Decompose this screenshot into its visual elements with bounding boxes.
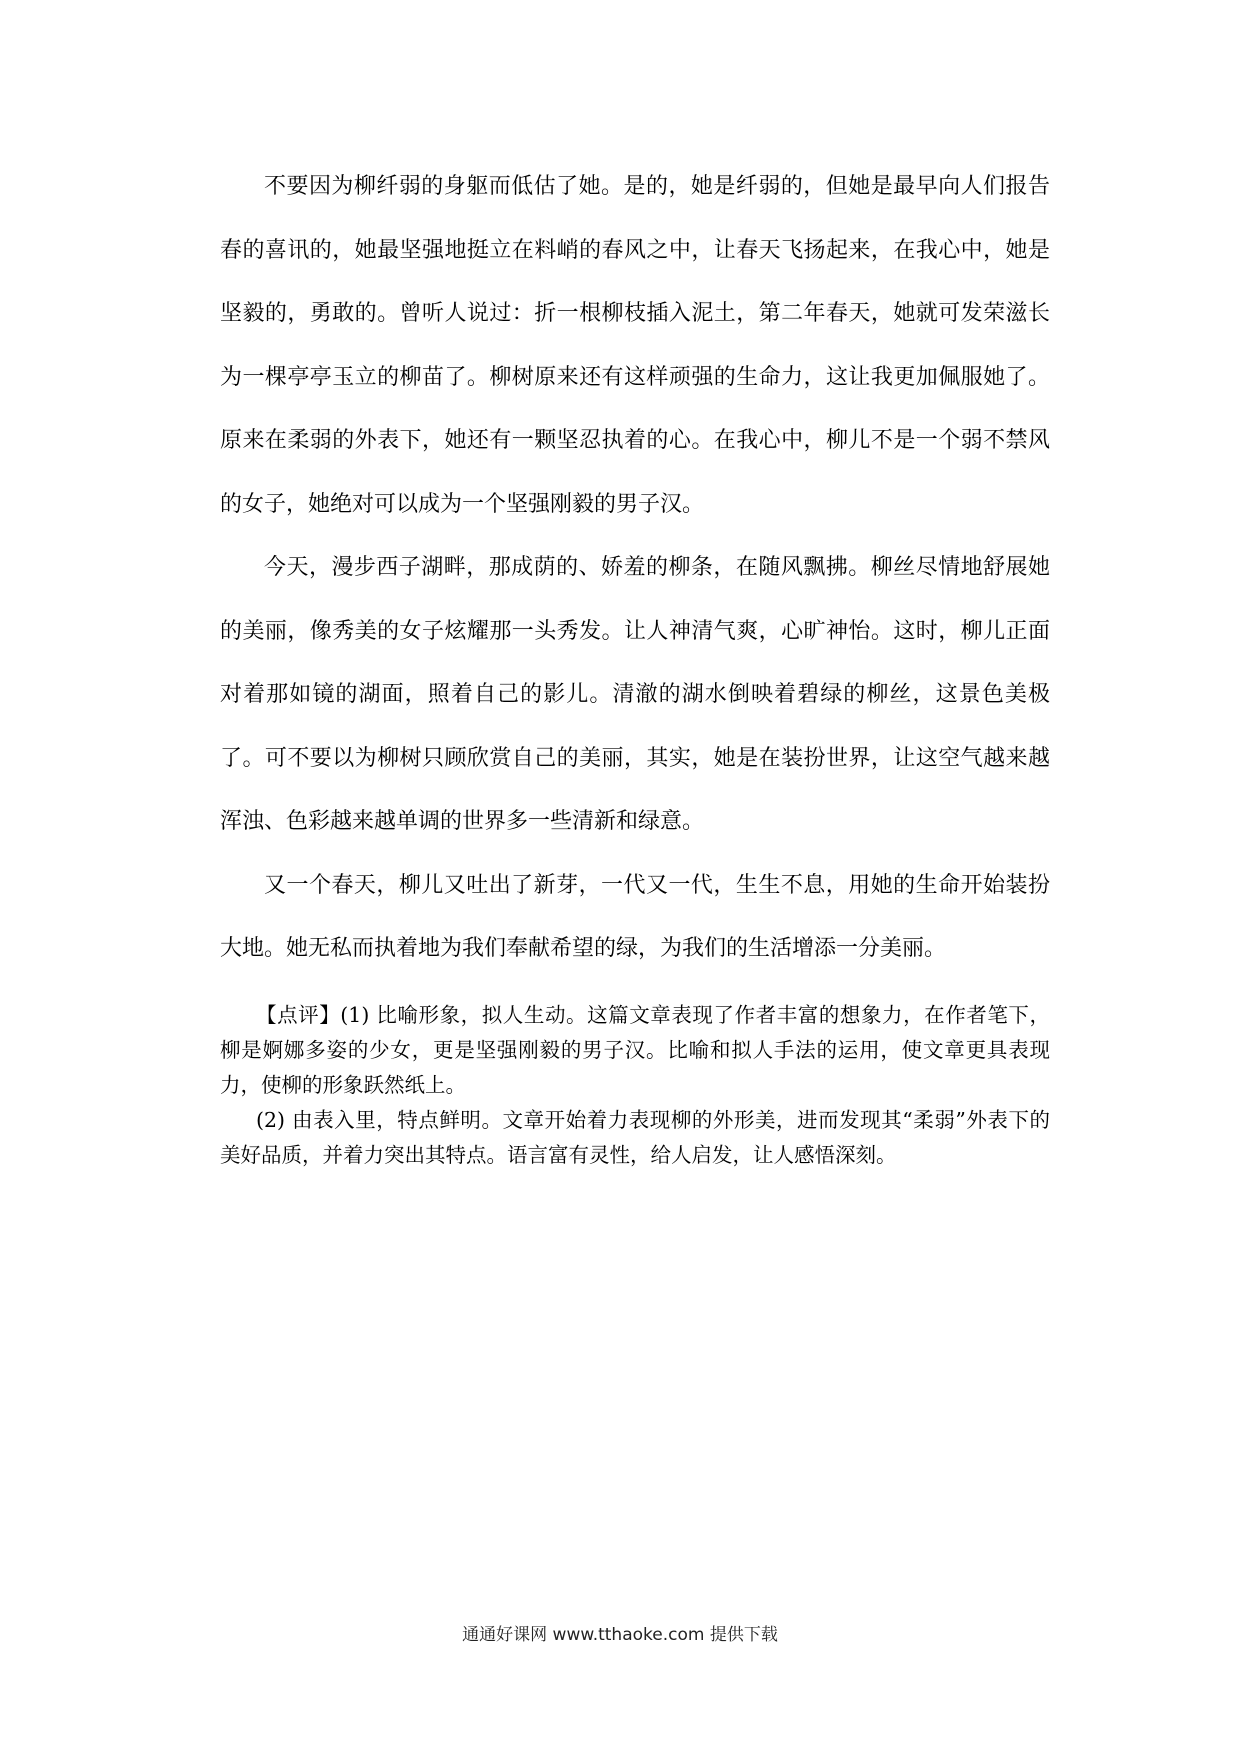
essay-paragraph-2: 今天，漫步西子湖畔，那成荫的、娇羞的柳条，在随风飘拂。柳丝尽情地舒展她的美丽，像秀美的女子炫耀那一头秀发。让人神清气爽，心旷神怡。这时，柳儿正面对着那如镜的湖面，照着自己的影儿。清澈的湖水倒映着碧绿的柳丝，这景色美极了。可不要以为柳树只顾欣赏自己的美丽，其实，她是在装扮世界，让这空气越来越浑浊、色彩越来越单调的世界多一些清新和绿意。: [220, 555, 1050, 834]
comment-text-1: (1) 比喻形象，拟人生动。这篇文章表现了作者丰富的想象力，在作者笔下，柳是婀娜多姿的少女，更是坚强刚毅的男子汉。比喻和拟人手法的运用，使文章更具表现力，使柳的形象跃然纸上。: [220, 1003, 1051, 1097]
essay-paragraph-3: 又一个春天，柳儿又吐出了新芽，一代又一代，生生不息，用她的生命开始装扮大地。她无私而执着地为我们奉献希望的绿，为我们的生活增添一分美丽。: [220, 872, 1050, 961]
comment-section: [220, 998, 1050, 1173]
essay-paragraph-1: 不要因为柳纤弱的身躯而低估了她。是的，她是纤弱的，但她是最早向人们报告春的喜讯的，她最坚强地挺立在料峭的春风之中，让春天飞扬起来，在我心中，她是坚毅的，勇敢的。曾听人说过：折一根柳枝插入泥土，第二年春天，她就可发荣滋长为一棵亭亭玉立的柳苗了。柳树原来还有这样顽强的生命力，这让我更加佩服她了。原来在柔弱的外表下，她还有一颗坚忍执着的心。在我心中，柳儿不是一个弱不禁风的女子，她绝对可以成为一个坚强刚毅的男子汉。: [220, 174, 1050, 517]
essay-body: [220, 155, 1050, 981]
comment-paragraph-2: (2) 由表入里，特点鲜明。文章开始着力表现柳的外形美，进而发现其“柔弱”外表下的美好品质，并着力突出其特点。语言富有灵性，给人启发，让人感悟深刻。: [220, 1108, 1050, 1167]
comment-paragraph-1: [220, 998, 1050, 1103]
footer-credit: 通通好课网 www.tthaoke.com 提供下载: [462, 1625, 778, 1645]
comment-tag: 【点评】: [256, 1003, 341, 1027]
